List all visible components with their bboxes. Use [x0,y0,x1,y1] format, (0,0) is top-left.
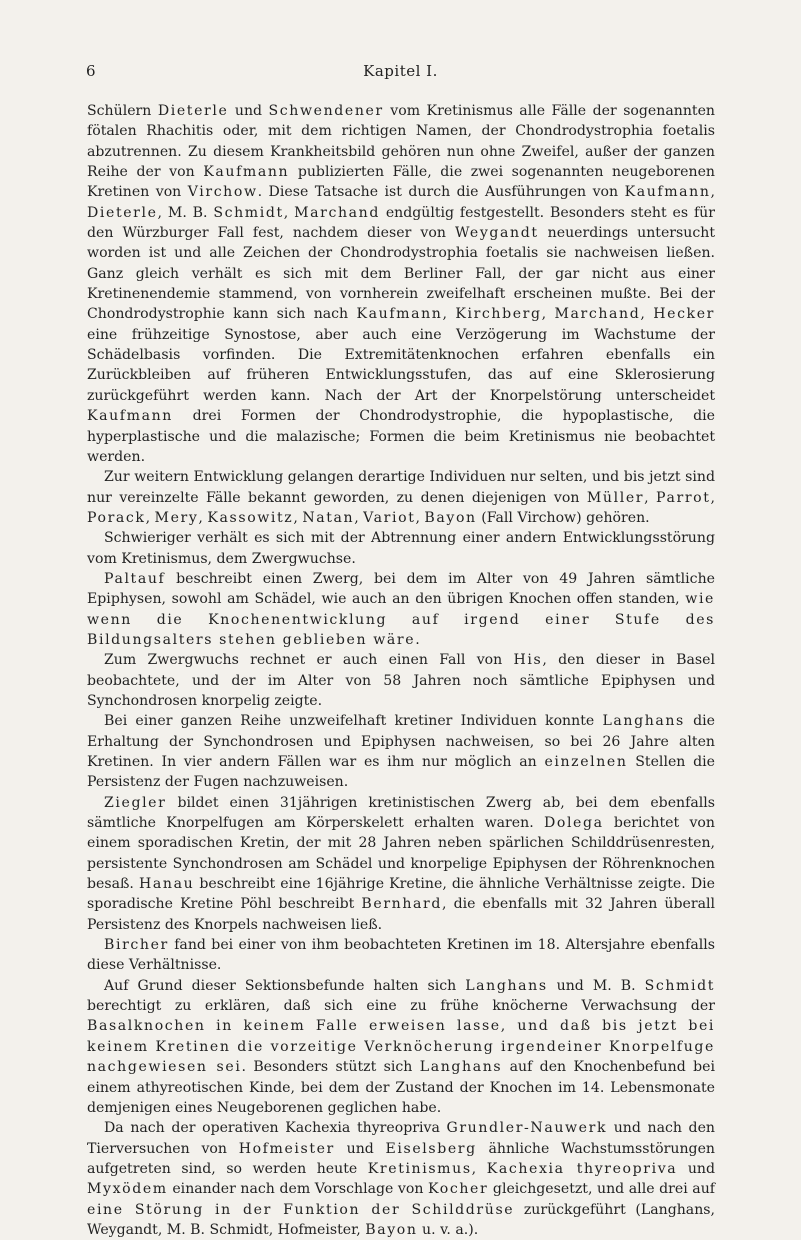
text-run: , [198,509,208,526]
text-run: Auf Grund dieser Sektionsbefunde halten sich [104,977,466,994]
spaced-name: Mery [154,509,199,526]
text-run: und nach den Tierversuchen von [87,1120,715,1157]
page-number: 6 [86,62,97,80]
text-run: , [640,306,654,323]
text-run: Zum Zwergwuchs rechnet er auch einen Fall von [104,652,514,669]
spaced-name: Schwendener [268,103,384,119]
paragraph [87,569,715,650]
text-run: Bei einer ganzen Reihe unzweifelhaft kretiner Individuen konnte [104,713,603,730]
text-run: , [283,204,295,221]
spaced-name: Dolega [543,815,604,832]
spaced-name: Kirchberg [455,306,542,323]
spaced-name: Kassowitz [207,509,294,526]
spaced-name: Müller [586,489,645,506]
text-run: eine frühzeitige Synostose, aber auch eine Verzögerung im Wachstume der Schädelbasis vorfinden. Die Extremitätenknochen erfahren ebenfalls ein Zurückbleiben auf früheren Entwicklungsstufen, das auf eine Sklerosierung zurückgeführt werden kann. Nach der Art der Knorpelstörung unterscheidet [87,326,715,404]
paragraph [87,711,715,792]
spaced-name: Langhans [465,977,548,994]
spaced-name: Basalknochen in keinem Falle erweisen lasse, und daß bis jetzt bei keinem Kretinen die vorzeitige Verknöcherung irgendeiner Knorpelfuge nachgewiesen sei [87,1018,715,1076]
spaced-name: Schmidt [644,977,715,994]
spaced-name: Eiselsberg [385,1140,477,1157]
spaced-name: Kaufmann [624,184,711,201]
spaced-name: Bircher [104,937,169,954]
text-run: , [293,509,303,526]
spaced-name: Hanau [139,876,195,893]
running-title: Kapitel I. [363,62,438,80]
spaced-name: Langhans [419,1059,503,1076]
text-run: Langhans [640,1201,711,1218]
spaced-name: Virchow [187,184,258,201]
text-run: die Erhaltung der Synchondrosen und Epiphysen nachweisen, so bei 26 Jahre alten Kretinen. In vier andern Fällen war es ihm nur möglich an [87,713,715,770]
text-run: , [268,1221,278,1238]
spaced-name: Variot [363,509,416,526]
spaced-name: Porack [87,509,146,526]
spaced-name: Paltauf [104,570,166,587]
text-run: auf den Knochenbefund bei einem athyreotischen Kinde, bei dem der Zustand der Knochen im 14. Lebensmonate demjenigen eines Neugeborenen geglichen habe. [87,1059,715,1116]
spaced-name: Kaufmann [203,164,290,181]
paragraph [87,467,715,528]
text-run: und [228,103,269,119]
spaced-name: Dieterle [157,103,229,119]
paragraph [87,976,715,1118]
paragraph [87,1118,715,1240]
spaced-name: His [513,652,543,669]
text-run: zurückgeführt ( [514,1201,641,1218]
spaced-name: Marchand [294,204,380,221]
paragraph [87,101,715,467]
text-run: vom Kretinismus alle Fälle der sogenannten fötalen Rhachitis oder, mit dem richtigen Namen, der Chondrodystrophia foetalis abzutrennen. Zu diesem Krankheitsbild gehören nun ohne Zweifel, außer der ganzen Reihe der von [87,103,715,181]
text-run: berechtigt zu erklären, daß sich eine zu frühe knöcherne Verwachsung der [87,998,715,1015]
spaced-name: einzelnen [544,754,628,770]
text-run: , [710,489,715,506]
text-run: Weygandt [87,1221,158,1238]
text-run: Zur weitern Entwicklung gelangen derartige Individuen nur selten, und bis jetzt sind nur vereinzelte Fälle bekannt geworden, zu denen diejenigen von [87,469,715,506]
text-run: publizierten Fälle, die zwei sogenannten neugeborenen Kretinen von [87,164,715,201]
text-run: , [710,184,716,201]
body-text [87,101,715,1240]
text-run: , [710,1201,715,1218]
text-run: neuerdings untersucht worden ist und alle Zeichen der Chondrodystrophia foetalis sie nachweisen ließen. Ganz gleich verhält es sich mit dem Berliner Fall, der gar nicht aus einer Kretinenendemie stammend, von vornherein zweifelhaft erscheinen mußte. Bei der Chondrodystrophie kann sich nach [87,225,715,323]
text-run: beschreibt einen Zwerg, bei dem im Alter von 49 Jahren sämtliche Epiphysen, sowohl am Schädel, wie auch an den übrigen Knochen offen standen, [87,570,715,608]
text-run: . Besonders stützt sich [241,1059,420,1076]
text-run: , [354,509,364,526]
spaced-name: Langhans [602,713,685,730]
text-run: beschreibt eine 16jährige Kretine, die ähnliche Verhältnisse zeigte. Die sporadische Kretine Pöhl beschreibt [87,876,716,913]
text-run: , [541,306,555,323]
text-run: endgültig festgestellt. Besonders steht es für den Würzburger Fall fest, nachdem dieser von [87,204,715,242]
spaced-name: Kachexia thyreopriva [486,1160,678,1177]
text-run: Stellen die Persistenz der Fugen nachzuweisen. [87,754,715,791]
spaced-name: Ziegler [104,794,167,811]
text-run: . Diese Tatsache ist durch die Ausführungen von [257,184,625,201]
text-run: und [334,1140,386,1157]
text-run: berichtet von einem sporadischen Kretin, der mit 28 Jahren neben spärlichen Schilddrüsenresten, persistente Synchondrosen am Schädel und knorpelige Epiphysen der Röhrenknochen besaß. [87,815,715,893]
text-run: , [442,306,456,323]
spaced-name: Hecker [653,306,715,323]
text-run: gleichgesetzt, und alle drei auf [488,1181,716,1198]
spaced-name: Myxödem [87,1181,168,1198]
text-run: drei Formen der Chondrodystrophie, die hypoplastische, die hyperplastische und die malazische; Formen die beim Kretinismus nie beobachtet werden. [87,408,715,465]
spaced-name: Kaufmann [356,306,443,323]
text-run: fand bei einer von ihm beobachteten Kretinen im 18. Altersjahre ebenfalls diese Verhältnisse. [87,937,715,974]
text-run: ) gehören. [576,509,650,526]
spaced-name: Bayon [424,509,477,526]
paragraph [87,793,715,935]
text-run: einander nach dem Vorschlage von [167,1181,429,1198]
text-run: , den dieser in Basel beobachtete, und der im Alter von 58 Jahren noch sämtliche Epiphysen und Synchondrosen knorpelig zeigte. [87,652,715,709]
text-run: . [415,631,420,648]
text-run: , M. B. [157,204,214,221]
spaced-name: Bernhard [361,896,442,913]
spaced-name: Kocher [428,1181,489,1198]
text-run: Schmidt [209,1221,269,1238]
spaced-name: Dieterle [87,204,158,221]
text-run: , [471,1160,487,1177]
spaced-name: Kaufmann [87,408,173,425]
spaced-name: eine Störung in der Funktion der Schilddrüse [87,1201,515,1218]
text-run: Da nach der operativen Kachexia thyreopriva [104,1120,447,1137]
text-run: und M. B. [547,977,645,994]
text-run: , [644,489,657,506]
paragraph [87,528,715,569]
spaced-name: Schmidt [213,204,284,221]
text-run: und [677,1160,715,1177]
spaced-name: Weygandt [454,225,539,242]
text-run: , [145,509,155,526]
spaced-name: Marchand [554,306,641,323]
spaced-name: Parrot [656,489,711,506]
text-run: , [356,1221,366,1238]
text-run: bildet einen 31jährigen kretinistischen Zwerg ab, bei dem ebenfalls sämtliche Knorpelfugen am Körperskelett erhalten waren. [87,794,715,832]
text-run: Hofmeister [277,1221,357,1238]
text-run: u. v. a.). [417,1221,479,1238]
spaced-name: Natan [302,509,355,526]
paragraph [87,935,715,976]
text-run: Schwieriger verhält es sich mit der Abtrennung einer andern Entwicklungsstörung vom Kretinismus, dem Zwergwuchse. [87,530,715,567]
spaced-name: wie wenn die Knochenentwicklung auf irgend einer Stufe des Bildungsalters stehen geblieben wäre [87,591,715,648]
text-run: , [415,509,425,526]
text-run: (Fall [476,509,518,526]
text-run: Virchow [517,509,577,526]
spaced-name: Bayon [365,1221,418,1238]
spaced-name: Hofmeister [238,1140,335,1157]
text-run: ähnliche Wachstumsstörungen aufgetreten sind, so werden heute [87,1140,715,1177]
paragraph [87,650,715,711]
text-run: Schülern [87,103,158,119]
text-run: , M. B. [157,1221,210,1238]
spaced-name: Grundler-Nauwerk [446,1120,608,1137]
spaced-name: Kretinismus [367,1160,472,1177]
text-run: , die ebenfalls mit 32 Jahren überall Persistenz des Knorpels nachweisen ließ. [87,896,715,933]
